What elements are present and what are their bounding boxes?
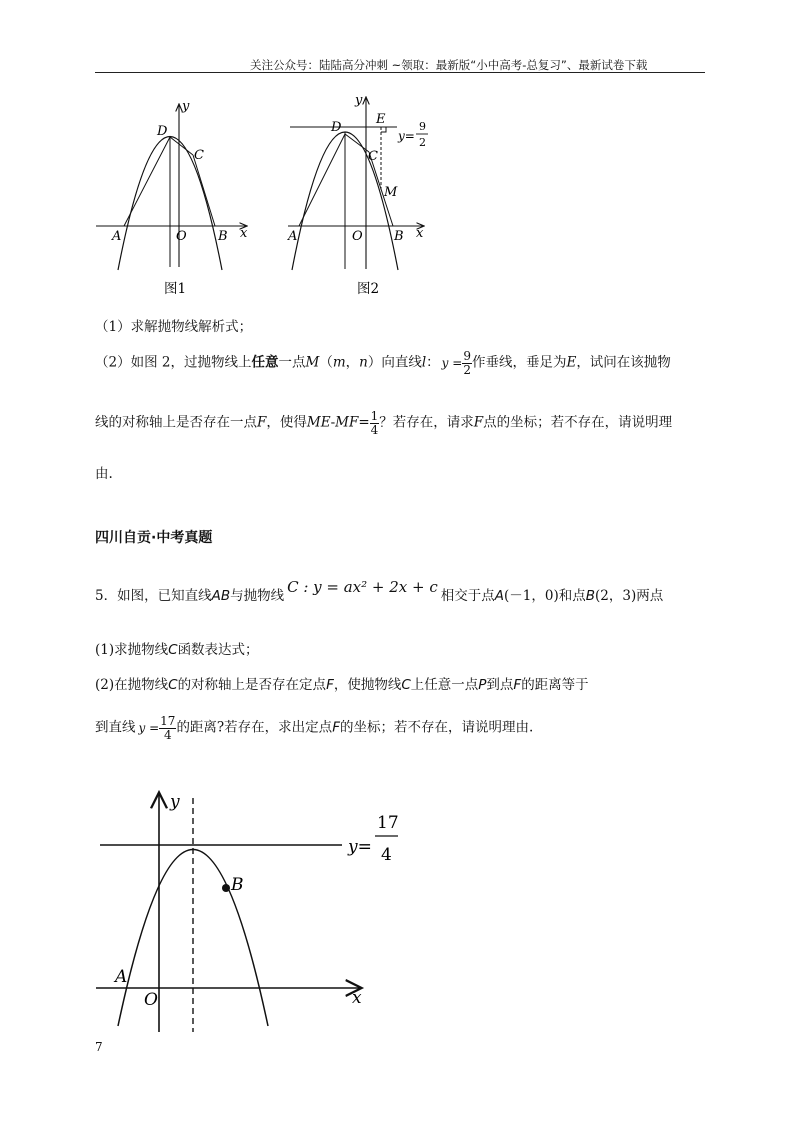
q4-part2-text: （ — [319, 354, 333, 371]
q4-part2 — [95, 350, 671, 376]
q5-var-c: C — [168, 642, 178, 658]
label-y: y — [355, 93, 363, 108]
label-x: x — [416, 226, 424, 241]
q5-var-f: F — [326, 677, 334, 693]
q4-part2-text: 作垂线，垂足为 — [471, 354, 567, 371]
q5-intro-text: 与抛物线 — [230, 588, 285, 604]
q5-part1-text: (1)求抛物线 — [95, 642, 169, 658]
q4-fraction — [462, 350, 472, 376]
q4-line3: 由. — [95, 466, 113, 482]
label-x: x — [352, 988, 362, 1008]
q5-var-c: C — [401, 677, 411, 693]
label-d: D — [331, 120, 342, 135]
figure-2-caption: 图2 — [357, 281, 380, 297]
q5-intro-text: 相交于点 — [440, 588, 495, 604]
q4-var-e: E — [566, 354, 577, 371]
label-c: C — [194, 148, 204, 163]
q4-line2-text: ，使得 — [266, 414, 307, 431]
q4-part2-text: ， — [345, 354, 360, 371]
label-o: O — [352, 229, 363, 244]
q4-line2-text: = — [358, 414, 370, 431]
q4-part2-text: （2）如图 2，过抛物线上 — [95, 354, 252, 371]
segment-ad — [299, 134, 345, 226]
figure-3 — [90, 780, 420, 1040]
q4-var-me: ME — [306, 414, 331, 431]
q4-var-n: n — [359, 354, 368, 371]
q5-part2b-text: 的距离?若存在，求出定点 — [176, 719, 333, 736]
q4-var-m-lower: m — [332, 354, 346, 371]
label-y: y — [170, 792, 180, 812]
q5-part2-text: 上任意一点 — [410, 677, 479, 693]
q5-part2-text: 的对称轴上是否存在定点 — [177, 677, 327, 693]
figure-1 — [90, 95, 260, 300]
q4-var-m: M — [305, 354, 320, 371]
label-m: M — [384, 185, 398, 200]
q4-line2 — [95, 410, 672, 436]
figure-1-caption: 图1 — [164, 281, 187, 297]
label-o: O — [144, 990, 158, 1010]
q5-part2-text: 的距离等于 — [521, 677, 589, 693]
label-c: C — [368, 149, 378, 164]
q5-fraction — [159, 715, 176, 741]
q5-var-a: A — [494, 588, 505, 604]
label-b: B — [218, 229, 228, 244]
q5-var-b: B — [585, 588, 596, 604]
q4-var-f: F — [473, 414, 484, 431]
q5-intro-text: (－1，0)和点 — [504, 588, 586, 604]
label-b: B — [231, 875, 244, 895]
label-b: B — [394, 229, 404, 244]
header-rule — [95, 72, 705, 73]
page-header: 关注公众号：陆陆高分冲刺 ~领取：最新版“小中高考-总复习”、最新试卷下载 — [250, 58, 648, 72]
q5-part2-text: 到点 — [486, 677, 514, 693]
q4-line2-text: ？若存在，请求 — [379, 414, 474, 431]
figure-2 — [282, 88, 452, 300]
q5-var-c: C — [168, 677, 178, 693]
q5-var-p: P — [478, 677, 487, 693]
label-line-prefix: y= — [348, 837, 372, 857]
label-line-num: 17 — [377, 813, 399, 833]
segment-ad — [124, 137, 170, 226]
q4-var-mf: MF — [335, 414, 359, 431]
q5-var-ab: AB — [211, 588, 231, 604]
q4-part2-text: 一点 — [278, 354, 306, 371]
q5-var-f: F — [332, 719, 340, 736]
q4-part2-text: ： — [426, 354, 440, 371]
q5-part2-text: (2)在抛物线 — [95, 677, 169, 693]
q4-emphasis: 任意 — [251, 354, 279, 371]
q5-part2b — [95, 715, 533, 741]
section-title: 四川自贡·中考真题 — [95, 530, 213, 546]
q4-line2-text: - — [330, 414, 336, 431]
page-number: 7 — [95, 1040, 103, 1054]
label-a: A — [112, 229, 122, 244]
segment-dc — [345, 134, 369, 152]
q5-var-f: F — [513, 677, 522, 693]
label-line-l-num: 9 — [419, 120, 426, 133]
q4-line2-text: 点的坐标；若不存在，请说明理 — [483, 414, 673, 431]
q5-part2 — [95, 673, 589, 693]
q5-intro-text: 5．如图，已知直线 — [95, 588, 212, 604]
q5-part1-text: 函数表达式； — [177, 642, 259, 658]
q5-part2b-text: 的坐标；若不存在，请说明理由. — [339, 719, 534, 736]
q4-line-eq: y = — [441, 355, 463, 370]
q5-part2b-text: 到直线 — [95, 719, 136, 736]
label-d: D — [157, 124, 168, 139]
q4-fraction-quarter — [370, 410, 380, 436]
q4-var-l: l — [421, 354, 427, 371]
fraction-numerator: 17 — [160, 714, 176, 728]
label-e: E — [376, 112, 386, 127]
label-x: x — [240, 226, 248, 241]
q5-intro-text: (2，3)两点 — [595, 588, 664, 604]
fraction-denominator: 2 — [463, 362, 471, 377]
q4-var-f: F — [257, 414, 267, 431]
label-y: y — [182, 99, 190, 114]
right-angle-mark — [381, 127, 386, 132]
fraction-denominator: 4 — [163, 727, 172, 742]
label-a: A — [115, 967, 128, 987]
label-a: A — [288, 229, 298, 244]
label-o: O — [176, 229, 187, 244]
segment-dc — [170, 137, 193, 155]
label-line-l-den: 2 — [419, 136, 426, 149]
q4-part2-text: ，试问在该抛物 — [576, 354, 671, 371]
fraction-numerator: 1 — [370, 409, 379, 423]
segment-cb — [193, 155, 215, 226]
q4-part1: （1）求解抛物线解析式； — [95, 319, 253, 335]
q5-line-eq: y = — [138, 720, 160, 735]
q4-line2-text: 线的对称轴上是否存在一点 — [95, 414, 257, 431]
label-line-l-prefix: y= — [398, 129, 415, 143]
fraction-denominator: 4 — [370, 422, 379, 437]
point-b — [222, 884, 230, 892]
q5-formula: C : y = ax² + 2x + c — [287, 578, 438, 596]
q5-part2-text: ，使抛物线 — [333, 677, 402, 693]
label-line-den: 4 — [381, 845, 392, 865]
q4-part2-text: ）向直线 — [367, 354, 422, 371]
fraction-numerator: 9 — [463, 349, 471, 363]
q5-intro — [95, 578, 664, 604]
q5-part1 — [95, 638, 259, 658]
